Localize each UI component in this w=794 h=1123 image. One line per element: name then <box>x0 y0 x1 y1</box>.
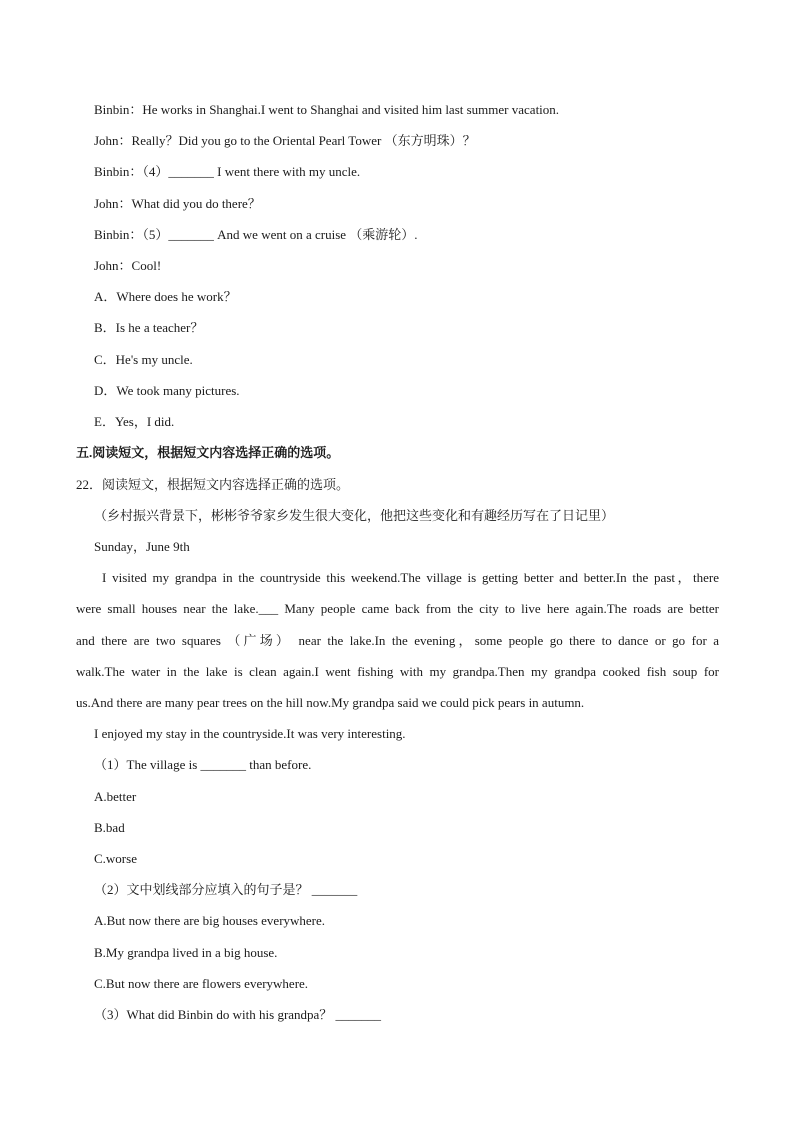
question-number-line: 22．阅读短文，根据短文内容选择正确的选项。 <box>76 477 350 492</box>
passage-line: walk.The water in the lake is clean again.I went fishing with my grandpa.Then my grandpa cooked fish soup for <box>76 664 719 679</box>
dialogue-line: Binbin：He works in Shanghai.I went to Shanghai and visited him last summer vacation. <box>94 102 560 117</box>
dialogue-line: Binbin：（5）_______ And we went on a cruise （乘游轮）. <box>94 227 418 242</box>
section-title: 五.阅读短文，根据短文内容选择正确的选项。 <box>76 445 340 460</box>
diary-date: Sunday，June 9th <box>94 539 190 554</box>
question-choice: C.worse <box>94 851 137 866</box>
closing-line: I enjoyed my stay in the countryside.It was very interesting. <box>94 726 406 741</box>
dialogue-line: John：Cool! <box>94 258 162 273</box>
dialogue-line: John：What did you do there？ <box>94 196 261 211</box>
passage-line: us.And there are many pear trees on the hill now.My grandpa said we could pick pears in autumn. <box>76 695 585 710</box>
passage-line: and there are two squares （广场） near the lake.In the evening，some people go there to dance or go for a <box>76 633 719 648</box>
option-item: E．Yes，I did. <box>94 414 175 429</box>
question-choice: B.bad <box>94 820 125 835</box>
passage-line: were small houses near the lake.___ Many people came back from the city to live here again.The roads are better <box>76 601 719 616</box>
option-item: D．We took many pictures. <box>94 383 240 398</box>
question-choice: A.better <box>94 789 137 804</box>
passage-line: I visited my grandpa in the countryside this weekend.The village is getting better and better.In the past，there <box>102 570 719 585</box>
dialogue-line: Binbin：（4）_______ I went there with my uncle. <box>94 164 361 179</box>
option-item: C．He's my uncle. <box>94 352 193 367</box>
question-stem: （1）The village is _______ than before. <box>94 757 312 772</box>
question-stem: （2）文中划线部分应填入的句子是？ _______ <box>94 882 358 897</box>
dialogue-line: John：Really？Did you go to the Oriental Pearl Tower （东方明珠）？ <box>94 133 476 148</box>
question-choice: A.But now there are big houses everywhere. <box>94 913 326 928</box>
question-stem: （3）What did Binbin do with his grandpa？ _______ <box>94 1007 382 1022</box>
option-item: A．Where does he work？ <box>94 289 237 304</box>
option-item: B．Is he a teacher？ <box>94 320 204 335</box>
question-choice: B.My grandpa lived in a big house. <box>94 945 278 960</box>
background-note: （乡村振兴背景下，彬彬爷爷家乡发生很大变化，他把这些变化和有趣经历写在了日记里） <box>94 508 615 523</box>
question-choice: C.But now there are flowers everywhere. <box>94 976 309 991</box>
